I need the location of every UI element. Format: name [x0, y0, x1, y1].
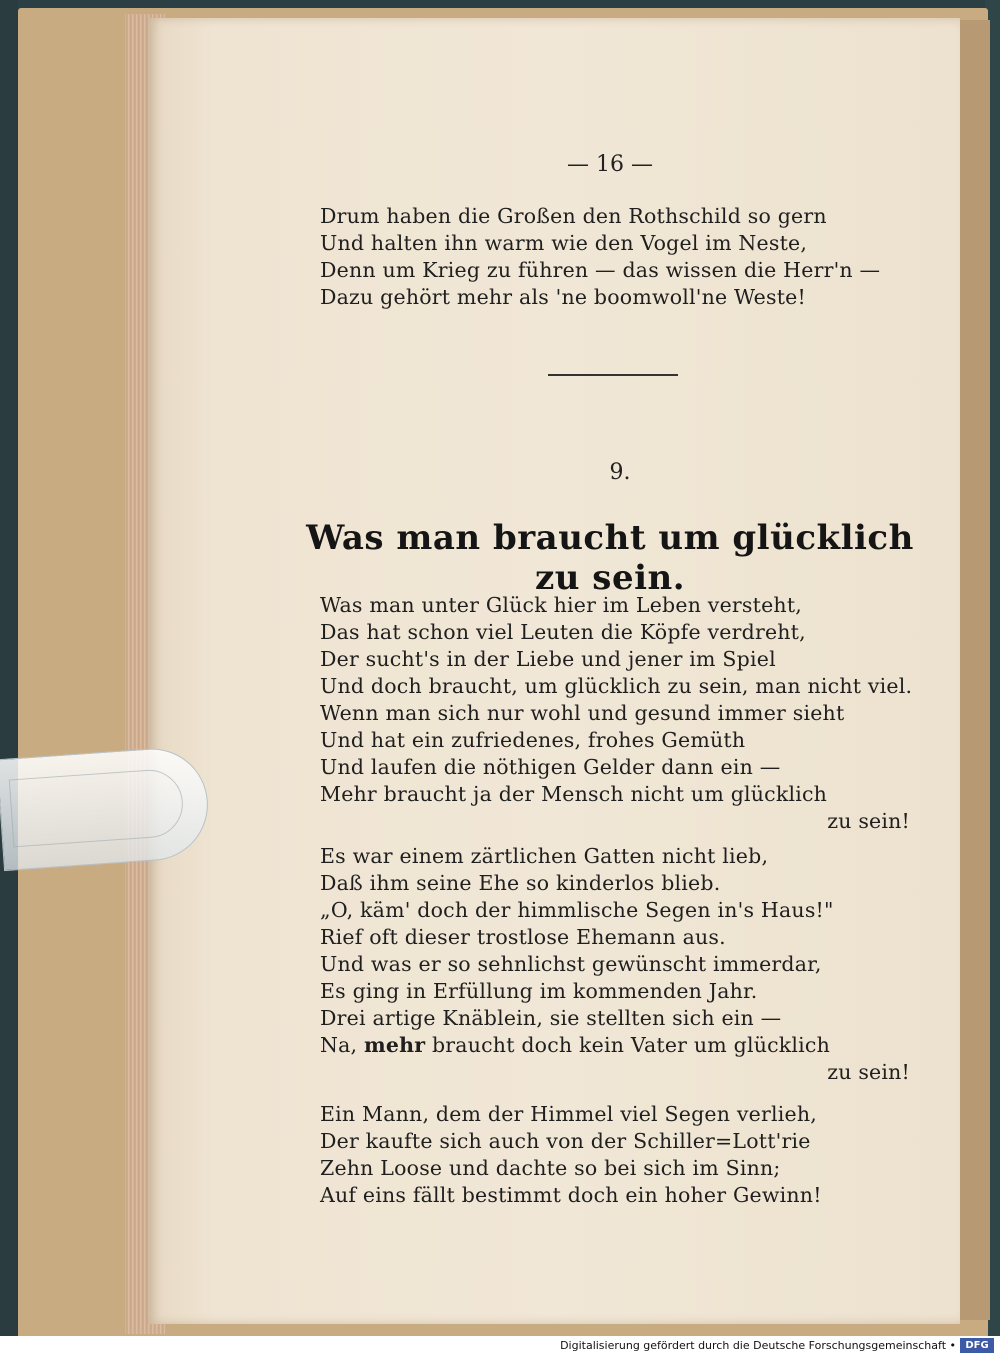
- verse-line: Auf eins fällt bestimmt doch ein hoher Gewinn!: [320, 1183, 822, 1207]
- verse-line: Mehr braucht ja der Mensch nicht um glücklich: [320, 782, 828, 806]
- stanza-carryover: [320, 203, 920, 311]
- verse-line: Und doch braucht, um glücklich zu sein, man nicht viel.: [320, 674, 913, 698]
- section-divider: [548, 374, 678, 376]
- verse-line: Der sucht's in der Liebe und jener im Spiel: [320, 647, 776, 671]
- verse-line-tail: zu sein!: [827, 809, 910, 833]
- verse-line: Ein Mann, dem der Himmel viel Segen verlieh,: [320, 1102, 817, 1126]
- verse-line: Und halten ihn warm wie den Vogel im Neste,: [320, 231, 808, 255]
- verse-text: Na,: [320, 1033, 364, 1057]
- verse-line: Wenn man sich nur wohl und gesund immer sieht: [320, 701, 845, 725]
- verse-line: „O, käm' doch der himmlische Segen in's Haus!": [320, 898, 834, 922]
- verse-line: Dazu gehört mehr als 'ne boomwoll'ne Weste!: [320, 285, 806, 309]
- verse-line: Drum haben die Großen den Rothschild so gern: [320, 204, 827, 228]
- plastic-page-clip: [0, 745, 212, 871]
- verse-line: [320, 1032, 920, 1059]
- verse-line: Es ging in Erfüllung im kommenden Jahr.: [320, 979, 758, 1003]
- verse-line: Was man unter Glück hier im Leben versteht,: [320, 593, 802, 617]
- verse-line: Es war einem zärtlichen Gatten nicht lieb,: [320, 844, 769, 868]
- page-number: — 16 —: [567, 152, 653, 177]
- verse-line: Und laufen die nöthigen Gelder dann ein —: [320, 755, 781, 779]
- verse-text: braucht doch kein Vater um glücklich: [425, 1033, 831, 1057]
- verse-line: Drei artige Knäblein, sie stellten sich ein —: [320, 1006, 782, 1030]
- verse-line: Und was er so sehnlichst gewünscht immerdar,: [320, 952, 822, 976]
- verse-line: Und hat ein zufriedenes, frohes Gemüth: [320, 728, 746, 752]
- funding-credit: Digitalisierung gefördert durch die Deutsche Forschungsgemeinschaft •: [560, 1339, 956, 1352]
- verse-line-tail: zu sein!: [827, 1060, 910, 1084]
- verse-line: Das hat schon viel Leuten die Köpfe verdreht,: [320, 620, 806, 644]
- emphasized-word: mehr: [364, 1033, 426, 1057]
- dfg-logo: DFG: [960, 1338, 994, 1353]
- verse-line: Daß ihm seine Ehe so kinderlos blieb.: [320, 871, 721, 895]
- verse-line: Zehn Loose und dachte so bei sich im Sinn;: [320, 1156, 781, 1180]
- section-number: 9.: [609, 460, 631, 485]
- verse-line: Denn um Krieg zu führen — das wissen die Herr'n —: [320, 258, 881, 282]
- poem-title: Was man braucht um glücklich zu sein.: [306, 518, 914, 598]
- stanza-2: [320, 843, 920, 1086]
- verse-line: Der kaufte sich auch von der Schiller=Lott'rie: [320, 1129, 811, 1153]
- scanner-backdrop-left: [0, 0, 18, 1356]
- verse-line: Rief oft dieser trostlose Ehemann aus.: [320, 925, 726, 949]
- stanza-1: [320, 592, 920, 835]
- stanza-3: [320, 1101, 920, 1209]
- clip-inner-outline: [9, 768, 185, 848]
